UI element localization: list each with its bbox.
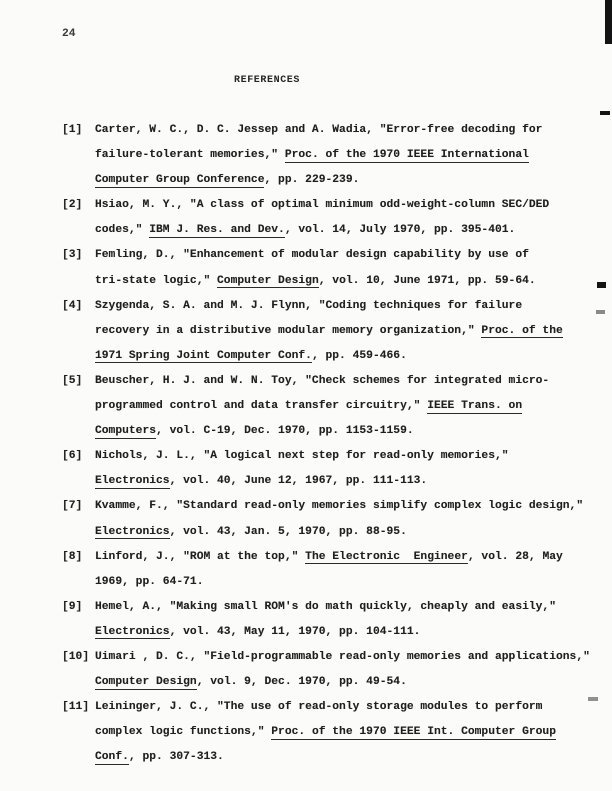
reference-marker: [1] (62, 124, 83, 136)
reference-item (62, 118, 597, 193)
reference-line (95, 344, 597, 369)
reference-line (95, 218, 597, 243)
reference-line (95, 745, 597, 770)
reference-text: Kvamme, F., "Standard read-only memories simplify complex logic design," (95, 500, 584, 513)
reference-marker: [3] (62, 249, 83, 262)
page-number: 24 (62, 28, 76, 40)
journal-title: Computer Design (95, 676, 197, 689)
reference-item (62, 595, 597, 645)
reference-marker: [10] (62, 650, 90, 663)
reference-text: , vol. 43, May 11, 1970, pp. 104-111. (169, 625, 421, 638)
reference-line (95, 269, 597, 294)
reference-line (95, 570, 597, 595)
journal-title: IEEE Trans. on (427, 400, 523, 413)
journal-title: Electronics (95, 625, 170, 638)
reference-line (62, 193, 597, 218)
reference-marker: [7] (62, 500, 83, 513)
reference-item (62, 645, 597, 695)
reference-item (62, 444, 597, 494)
reference-text: , vol. C-19, Dec. 1970, pp. 1153-1159. (156, 425, 414, 438)
reference-text: , vol. 10, June 1971, pp. 59-64. (318, 274, 536, 287)
reference-text: failure-tolerant memories," (95, 149, 285, 162)
references-list (62, 118, 597, 770)
journal-title: Computer Design (217, 274, 319, 287)
reference-line (95, 168, 597, 193)
reference-text: Femling, D., "Enhancement of modular design capability by use of (95, 249, 529, 262)
reference-line (62, 369, 597, 394)
journal-title: Proc. of the 1970 IEEE Int. Computer Group (271, 726, 556, 739)
reference-text: Linford, J., "ROM at the top," (95, 550, 306, 563)
reference-text: , vol. 40, June 12, 1967, pp. 111-113. (169, 475, 428, 488)
reference-marker: [8] (62, 550, 83, 563)
journal-title: Electronics (95, 475, 170, 488)
reference-item (62, 294, 597, 369)
journal-title: Proc. of the 1970 IEEE International (284, 149, 529, 162)
reference-line (62, 645, 597, 670)
reference-item (62, 243, 597, 293)
reference-text: , vol. 9, Dec. 1970, pp. 49-54. (196, 676, 407, 689)
reference-text: , pp. 229-239. (264, 174, 360, 187)
reference-item (62, 545, 597, 595)
reference-line (95, 720, 597, 745)
reference-line (62, 695, 597, 720)
reference-text: Carter, W. C., D. C. Jessep and A. Wadia, "Error-free decoding for (95, 124, 543, 136)
reference-text: Leininger, J. C., "The use of read-only storage modules to perform (95, 701, 543, 714)
reference-marker: [6] (62, 450, 83, 463)
reference-text: tri-state logic," (95, 274, 218, 287)
reference-text: recovery in a distributive modular memory organization," (95, 324, 482, 337)
reference-text: Hsiao, M. Y., "A class of optimal minimum odd-weight-column SEC/DED (95, 199, 550, 212)
reference-marker: [11] (62, 701, 90, 714)
reference-text: Szygenda, S. A. and M. J. Flynn, "Coding techniques for failure (95, 299, 523, 312)
journal-title: Computer Group Conference (95, 174, 265, 187)
reference-line (95, 670, 597, 695)
reference-line (62, 118, 597, 143)
journal-title: IBM J. Res. and Dev. (149, 224, 285, 237)
reference-item (62, 695, 597, 770)
scan-artifact-speck (596, 310, 605, 314)
journal-title: 1971 Spring Joint Computer Conf. (95, 349, 312, 362)
reference-text: complex logic functions," (95, 726, 272, 739)
reference-text: Beuscher, H. J. and W. N. Toy, "Check schemes for integrated micro- (95, 374, 550, 387)
reference-text: programmed control and data transfer circuitry," (95, 400, 428, 413)
reference-text: 1969, pp. 64-71. (95, 575, 204, 588)
reference-text: Hemel, A., "Making small ROM's do math quickly, cheaply and easily," (95, 600, 556, 613)
references-heading: REFERENCES (234, 75, 301, 86)
reference-line (95, 520, 597, 545)
reference-line (95, 394, 597, 419)
reference-line (95, 620, 597, 645)
reference-item (62, 369, 597, 444)
reference-text: Uimari , D. C., "Field-programmable read-only memories and applications," (95, 650, 590, 663)
reference-line (62, 294, 597, 319)
scan-artifact-smudge (588, 697, 598, 701)
reference-line (95, 469, 597, 494)
reference-line (95, 319, 597, 344)
reference-item (62, 193, 597, 243)
reference-text: , vol. 28, May (467, 550, 563, 563)
reference-text: , vol. 43, Jan. 5, 1970, pp. 88-95. (169, 525, 407, 538)
reference-line (62, 243, 597, 268)
scan-artifact-corner (605, 0, 612, 44)
journal-title: Computers (95, 425, 157, 438)
reference-marker: [2] (62, 199, 83, 212)
reference-line (62, 595, 597, 620)
reference-marker: [9] (62, 600, 83, 613)
reference-line (95, 143, 597, 168)
reference-item (62, 494, 597, 544)
reference-text: , pp. 307-313. (128, 751, 224, 764)
reference-marker: [4] (62, 299, 83, 312)
journal-title: Electronics (95, 525, 170, 538)
reference-marker: [5] (62, 374, 83, 387)
journal-title: Conf. (95, 751, 129, 764)
reference-line (62, 444, 597, 469)
reference-text: codes," (95, 224, 150, 237)
reference-text: Nichols, J. L., "A logical next step for read-only memories," (95, 450, 509, 463)
scan-artifact-speck (597, 282, 606, 288)
reference-line (62, 494, 597, 519)
journal-title: The Electronic Engineer (305, 550, 468, 563)
scan-artifact-dash (600, 111, 610, 115)
journal-title: Proc. of the (481, 324, 563, 337)
reference-text: , vol. 14, July 1970, pp. 395-401. (284, 224, 516, 237)
reference-line (95, 419, 597, 444)
reference-text: , pp. 459-466. (311, 349, 407, 362)
reference-line (62, 545, 597, 570)
